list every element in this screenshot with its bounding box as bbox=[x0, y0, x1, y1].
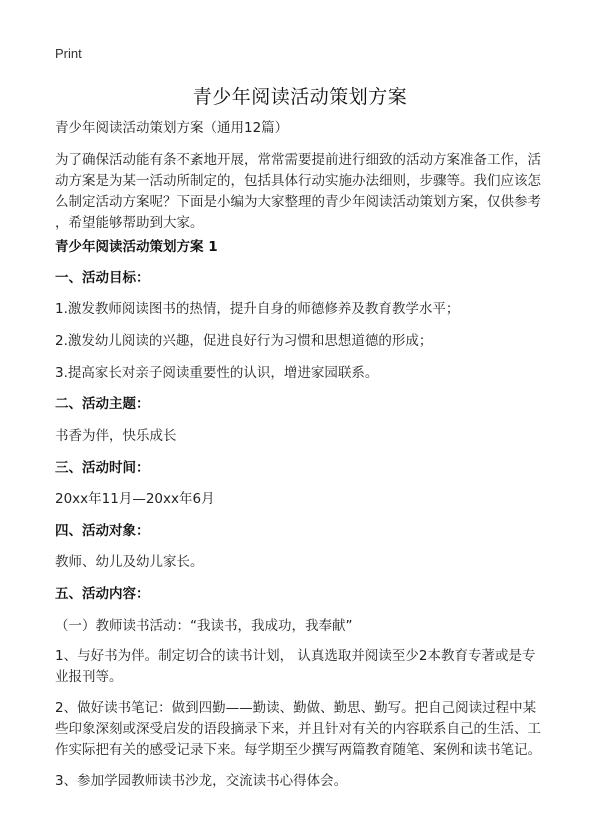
heading-time: 三、活动时间： bbox=[55, 460, 150, 476]
content-item-line: 业报刊等。 bbox=[55, 669, 123, 685]
content-item-line: 作实际把有关的感受记录下来。每学期至少撰写两篇教育随笔、案例和读书笔记。 bbox=[55, 742, 541, 758]
goal-item: 2.激发幼儿阅读的兴趣，促进良好行为习惯和思想道德的形成； bbox=[55, 333, 433, 349]
heading-theme: 二、活动主题： bbox=[55, 396, 150, 412]
goal-item: 3.提高家长对亲子阅读重要性的认识，增进家园联系。 bbox=[55, 365, 379, 381]
content-item-line: 2、做好读书笔记：做到四勤——勤读、勤做、勤思、勤写。把自己阅读过程中某 bbox=[55, 700, 537, 716]
content-item: 3、参加学园教师读书沙龙，交流读书心得体会。 bbox=[55, 773, 348, 789]
goal-item: 1.激发教师阅读图书的热情，提升自身的师德修养及教育教学水平； bbox=[55, 301, 460, 317]
content-item-line: 1、与好书为伴。制定切合的读书计划， 认真选取并阅读至少2本教育专著或是专 bbox=[55, 648, 536, 664]
page-title: 青少年阅读活动策划方案 bbox=[192, 86, 408, 108]
target-text: 教师、幼儿及幼儿家长。 bbox=[55, 554, 204, 570]
subheading-teacher-reading: （一）教师读书活动：“我读书，我成功，我奉献” bbox=[55, 618, 353, 634]
heading-target: 四、活动对象： bbox=[55, 523, 150, 539]
intro-line: 么制定活动方案呢？下面是小编为大家整理的青少年阅读活动策划方案，仅供参考 bbox=[55, 194, 541, 210]
intro-line: 为了确保活动能有条不紊地开展，常常需要提前进行细致的活动方案准备工作，活 bbox=[55, 152, 541, 168]
content-item-line: 些印象深刻或深受启发的语段摘录下来，并且针对有关的内容联系自己的生活、工 bbox=[55, 721, 541, 737]
theme-text: 书香为伴，快乐成长 bbox=[55, 428, 177, 444]
print-link[interactable]: Print bbox=[55, 46, 82, 61]
intro-line: ，希望能够帮助到大家。 bbox=[55, 215, 204, 231]
time-text: 20xx年11月—20xx年6月 bbox=[55, 491, 215, 507]
intro-line: 动方案是为某一活动所制定的，包括具体行动实施办法细则，步骤等。我们应该怎 bbox=[55, 173, 541, 189]
section-title: 青少年阅读活动策划方案 1 bbox=[55, 239, 218, 255]
heading-content: 五、活动内容： bbox=[55, 586, 150, 602]
heading-goals: 一、活动目标： bbox=[55, 270, 150, 286]
document-subtitle: 青少年阅读活动策划方案（通用12篇） bbox=[55, 120, 289, 136]
